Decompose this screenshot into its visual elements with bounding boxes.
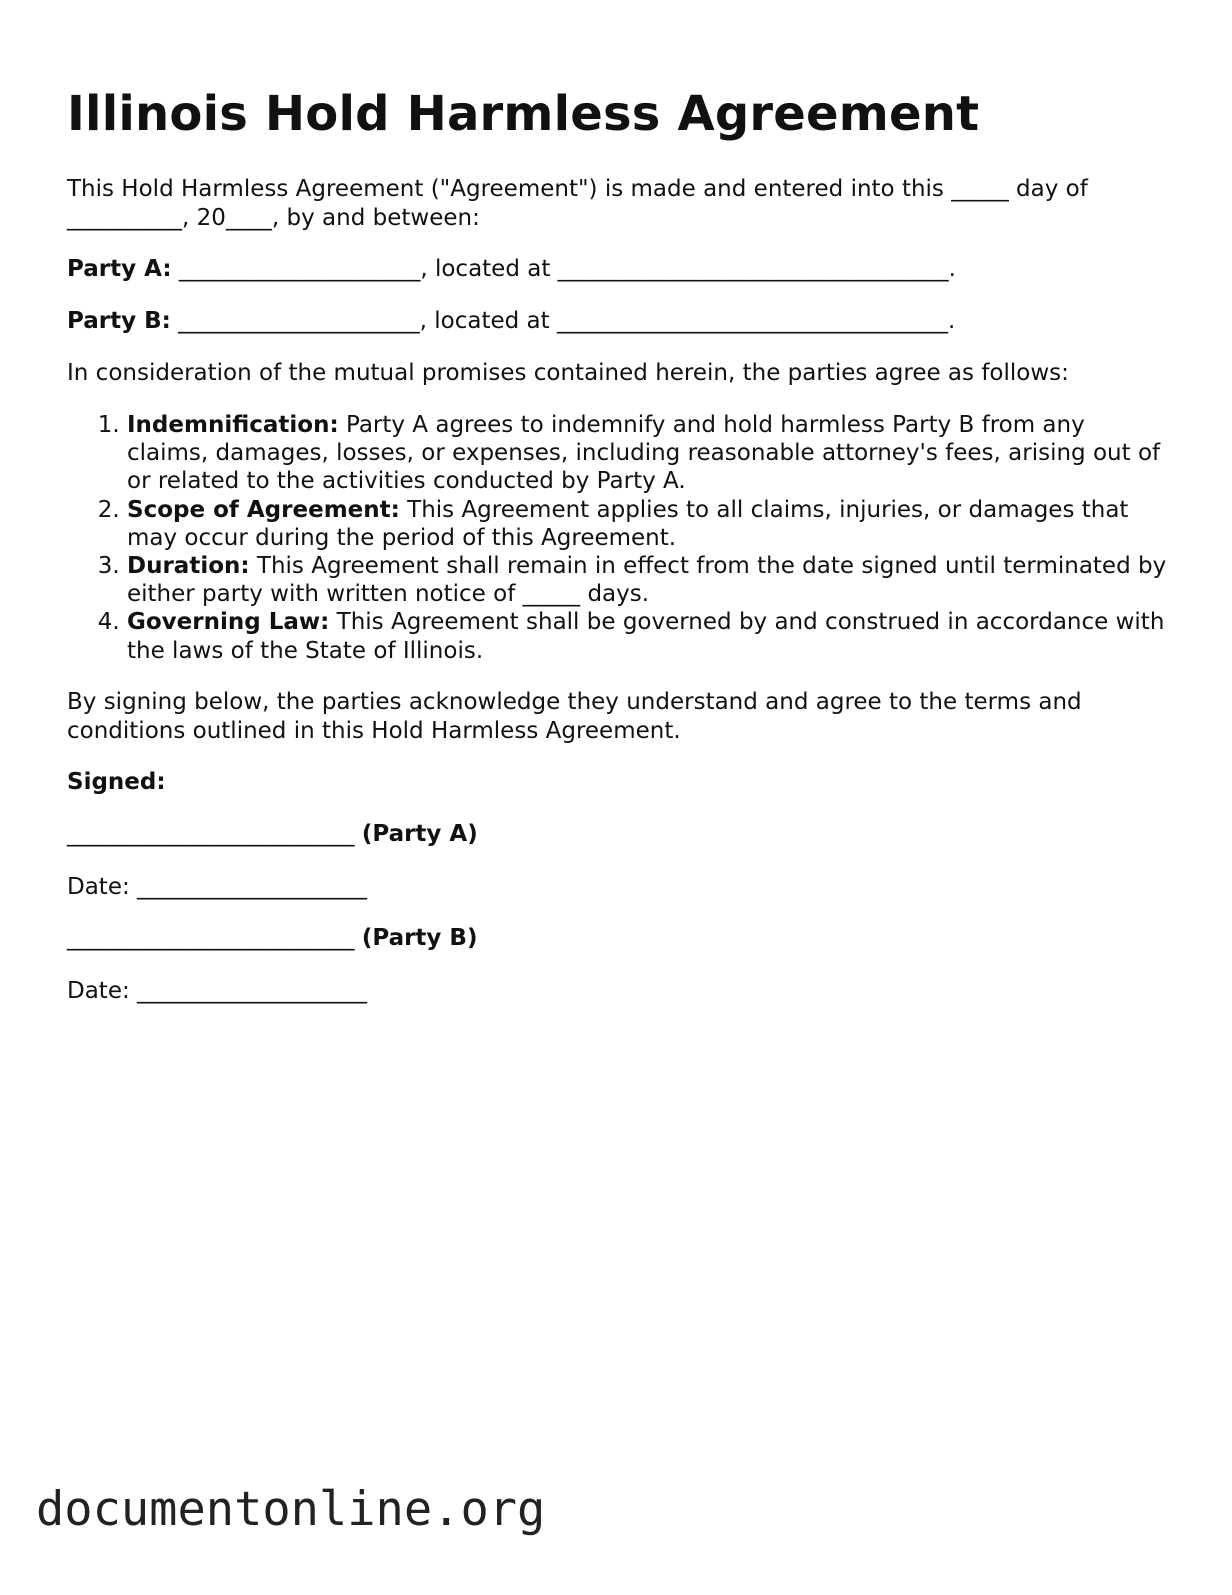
- term-item-duration: [127, 552, 1167, 608]
- signature-party-label: (Party A): [361, 821, 478, 847]
- party-b-label: Party B:: [67, 308, 171, 334]
- party-a-line: [67, 255, 956, 284]
- term-heading: Scope of Agreement:: [127, 496, 400, 523]
- term-heading: Duration:: [127, 553, 250, 580]
- date-line-party-b: Date: ____________________: [67, 978, 368, 1004]
- term-item-scope: [127, 496, 1167, 552]
- term-item-indemnification: [127, 411, 1167, 496]
- terms-list: [67, 411, 1167, 665]
- signature-blank: _________________________: [67, 821, 362, 847]
- intro-paragraph: This Hold Harmless Agreement ("Agreement") is made and entered into this _____ day of __________, 20____, by and between:: [67, 176, 1088, 231]
- party-a-label: Party A:: [67, 256, 172, 282]
- closing-paragraph: By signing below, the parties acknowledge they understand and agree to the terms and conditions outlined in this Hold Harmless Agreement.: [67, 689, 1082, 744]
- term-heading: Indemnification:: [127, 412, 339, 438]
- term-item-governing-law: [127, 608, 1167, 664]
- signed-heading: Signed:: [67, 769, 166, 795]
- party-b-blank: _____________________, located at __________________________________.: [170, 308, 956, 334]
- signature-blank: _________________________: [67, 925, 362, 951]
- term-text: This Agreement shall remain in effect from the date signed until terminated by either party with written notice of _____ days.: [127, 553, 1167, 608]
- signature-party-label: (Party B): [361, 925, 478, 951]
- consideration-paragraph: In consideration of the mutual promises contained herein, the parties agree as follows:: [67, 360, 1069, 386]
- party-a-blank: _____________________, located at __________________________________.: [171, 256, 956, 282]
- date-line-party-a: Date: ____________________: [67, 874, 368, 900]
- term-text: This Agreement applies to all claims, injuries, or damages that may occur during the period of this Agreement.: [127, 496, 1129, 551]
- term-text: Party A agrees to indemnify and hold harmless Party B from any claims, damages, losses, or expenses, including reasonable attorney's fees, arising out of or related to the activities conducted by Party A.: [127, 412, 1161, 495]
- term-heading: Governing Law:: [127, 609, 330, 636]
- signature-line-party-b: [67, 924, 477, 953]
- party-b-line: [67, 307, 955, 336]
- watermark: documentonline.org: [36, 1482, 546, 1537]
- term-text: This Agreement shall be governed by and construed in accordance with the laws of the State of Illinois.: [127, 609, 1165, 664]
- document-title: Illinois Hold Harmless Agreement: [67, 86, 980, 142]
- signed-label: [67, 768, 166, 797]
- signature-line-party-a: [67, 820, 478, 849]
